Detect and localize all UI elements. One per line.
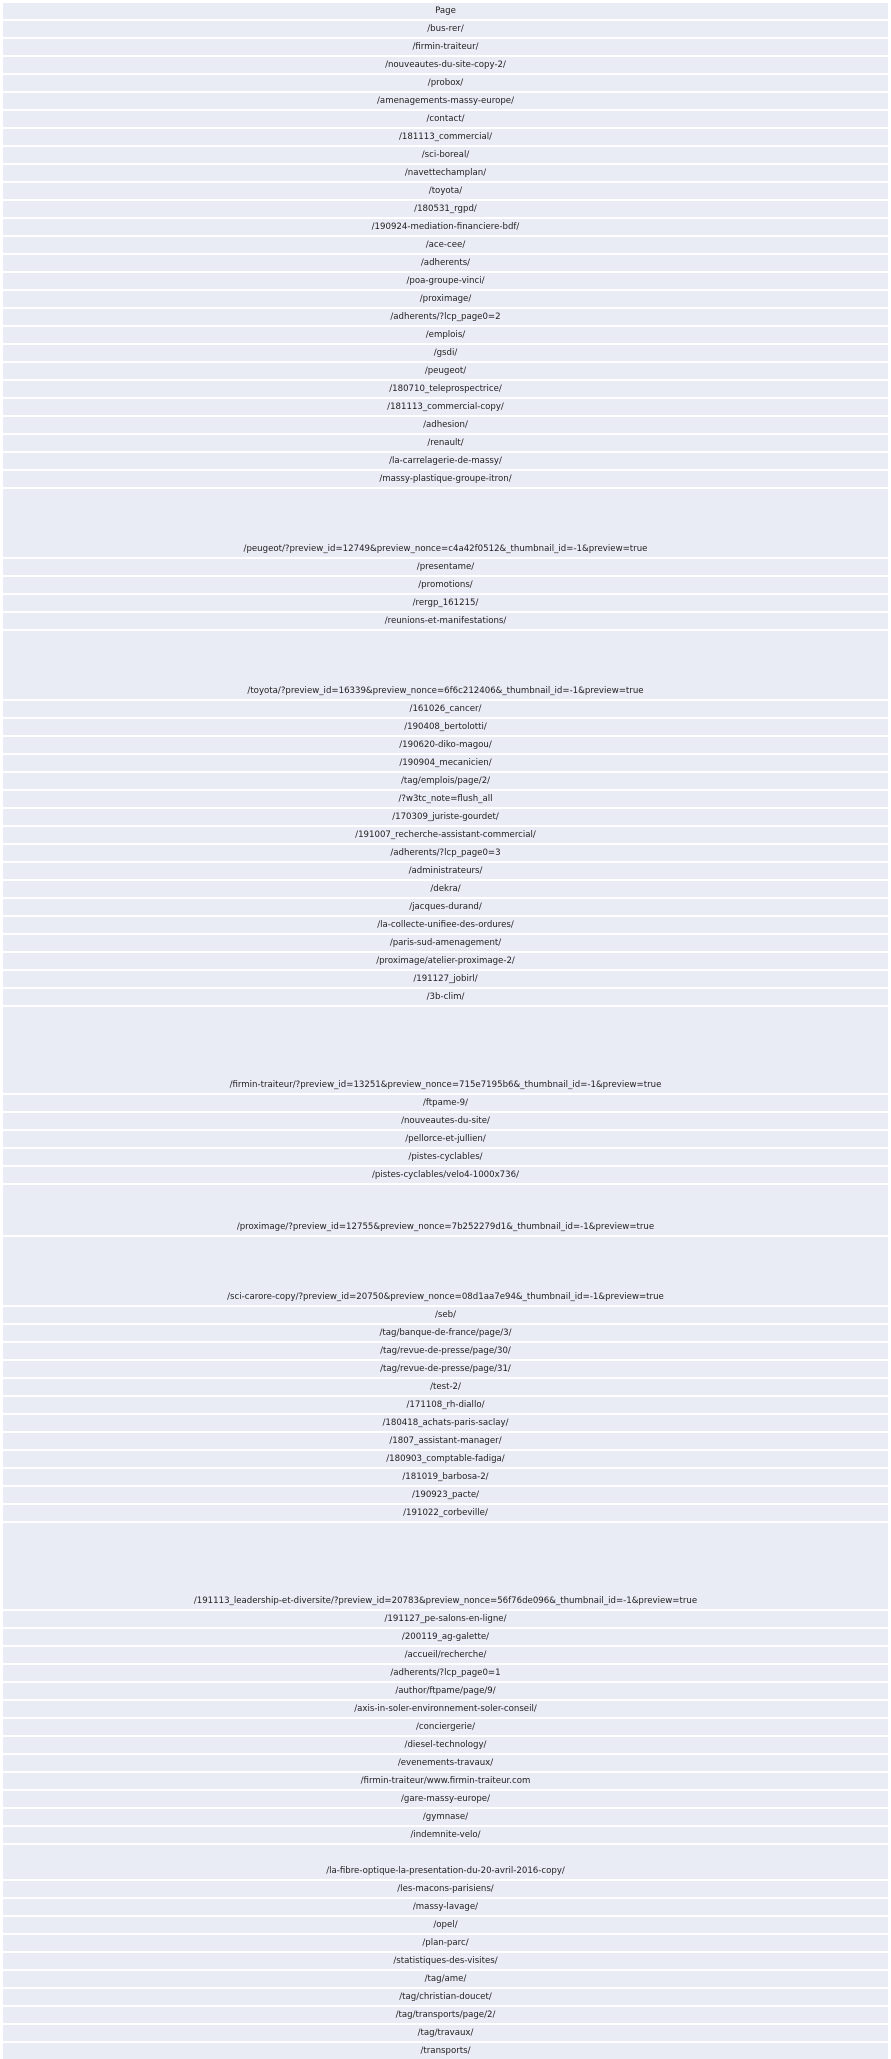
table-row: /161026_cancer/ [3,701,888,717]
table-row: /3b-clim/ [3,989,888,1005]
table-row: /tag/transports/page/2/ [3,2007,888,2023]
table-row: /ace-cee/ [3,237,888,253]
table-row: /adherents/?lcp_page0=2 [3,309,888,325]
table-row: /toyota/?preview_id=16339&preview_nonce=6f6c212406&_thumbnail_id=-1&preview=true [3,631,888,699]
table-row: /diesel-technology/ [3,1737,888,1753]
table-row: /toyota/ [3,183,888,199]
table-row: /indemnite-velo/ [3,1827,888,1843]
table-row: /190924-mediation-financiere-bdf/ [3,219,888,235]
table-row: /180903_comptable-fadiga/ [3,1451,888,1467]
table-row: /191127_jobirl/ [3,971,888,987]
table-row: /firmin-traiteur/ [3,39,888,55]
table-row: /190923_pacte/ [3,1487,888,1503]
table-row: /pistes-cyclables/ [3,1149,888,1165]
table-row: /gare-massy-europe/ [3,1791,888,1807]
table-row: /emplois/ [3,327,888,343]
table-row: /paris-sud-amenagement/ [3,935,888,951]
table-row: /nouveautes-du-site-copy-2/ [3,57,888,73]
table-row: /renault/ [3,435,888,451]
table-row: /180531_rgpd/ [3,201,888,217]
table-row: /la-fibre-optique-la-presentation-du-20-avril-2016-copy/ [3,1845,888,1879]
table-row: /?w3tc_note=flush_all [3,791,888,807]
table-row: /proximage/ [3,291,888,307]
table-row: /axis-in-soler-environnement-soler-conseil/ [3,1701,888,1717]
table-row: /200119_ag-galette/ [3,1629,888,1645]
table-row: /administrateurs/ [3,863,888,879]
table-row: /adherents/ [3,255,888,271]
table-row: /proximage/?preview_id=12755&preview_nonce=7b252279d1&_thumbnail_id=-1&preview=true [3,1185,888,1235]
table-row: /tag/christian-doucet/ [3,1989,888,2005]
table-row: /evenements-travaux/ [3,1755,888,1771]
table-row: /seb/ [3,1307,888,1323]
table-row: /171108_rh-diallo/ [3,1397,888,1413]
table-row: /adherents/?lcp_page0=1 [3,1665,888,1681]
table-row: /statistiques-des-visites/ [3,1953,888,1969]
table-row: /navettechamplan/ [3,165,888,181]
table-row: /191022_corbeville/ [3,1505,888,1521]
table-row: /tag/travaux/ [3,2025,888,2041]
table-row: /transports/ [3,2043,888,2059]
table-row: /adhesion/ [3,417,888,433]
table-row: /191127_pe-salons-en-ligne/ [3,1611,888,1627]
table-row: /dekra/ [3,881,888,897]
table-row: /sci-carore-copy/?preview_id=20750&preview_nonce=08d1aa7e94&_thumbnail_id=-1&preview=true [3,1237,888,1305]
table-row: /author/ftpame/page/9/ [3,1683,888,1699]
table-row: /promotions/ [3,577,888,593]
table-row: /proximage/atelier-proximage-2/ [3,953,888,969]
table-row: /170309_juriste-gourdet/ [3,809,888,825]
table-row: /gsdi/ [3,345,888,361]
table-row: /la-collecte-unifiee-des-ordures/ [3,917,888,933]
table-row: /bus-rer/ [3,21,888,37]
table-row: /poa-groupe-vinci/ [3,273,888,289]
table-row: /peugeot/?preview_id=12749&preview_nonce=c4a42f0512&_thumbnail_id=-1&preview=true [3,489,888,557]
table-row: /massy-plastique-groupe-itron/ [3,471,888,487]
table-row: /ftpame-9/ [3,1095,888,1111]
table-row: /181113_commercial/ [3,129,888,145]
table-row: /adherents/?lcp_page0=3 [3,845,888,861]
table-row: /pistes-cyclables/velo4-1000x736/ [3,1167,888,1183]
table-row: /1807_assistant-manager/ [3,1433,888,1449]
table-row: /tag/ame/ [3,1971,888,1987]
column-header-page: Page [3,3,888,19]
table-row: /191007_recherche-assistant-commercial/ [3,827,888,843]
table-row: /amenagements-massy-europe/ [3,93,888,109]
table-row: /plan-parc/ [3,1935,888,1951]
table-row: /nouveautes-du-site/ [3,1113,888,1129]
table-row: /test-2/ [3,1379,888,1395]
table-row: /181019_barbosa-2/ [3,1469,888,1485]
table-row: /contact/ [3,111,888,127]
table-row: /firmin-traiteur/?preview_id=13251&preview_nonce=715e7195b6&_thumbnail_id=-1&preview=true [3,1007,888,1093]
table-row: /opel/ [3,1917,888,1933]
table-row: /accueil/recherche/ [3,1647,888,1663]
table-row: /les-macons-parisiens/ [3,1881,888,1897]
table-row: /sci-boreal/ [3,147,888,163]
table-row: /tag/banque-de-france/page/3/ [3,1325,888,1341]
table-row: /tag/emplois/page/2/ [3,773,888,789]
table-row: /massy-lavage/ [3,1899,888,1915]
table-row: /jacques-durand/ [3,899,888,915]
table-row: /190620-diko-magou/ [3,737,888,753]
table-row: /180418_achats-paris-saclay/ [3,1415,888,1431]
table-row: /presentame/ [3,559,888,575]
table-row: /reunions-et-manifestations/ [3,613,888,629]
table-row: /180710_teleprospectrice/ [3,381,888,397]
table-row: /firmin-traiteur/www.firmin-traiteur.com [3,1773,888,1789]
table-row: /181113_commercial-copy/ [3,399,888,415]
table-row: /190904_mecanicien/ [3,755,888,771]
table-row: /rergp_161215/ [3,595,888,611]
table-row: /tag/revue-de-presse/page/31/ [3,1361,888,1377]
table-row: /gymnase/ [3,1809,888,1825]
table-row: /pellorce-et-jullien/ [3,1131,888,1147]
table-row: /probox/ [3,75,888,91]
table-row: /tag/revue-de-presse/page/30/ [3,1343,888,1359]
table-row: /conciergerie/ [3,1719,888,1735]
table-row: /peugeot/ [3,363,888,379]
table-row: /190408_bertolotti/ [3,719,888,735]
table-row: /la-carrelagerie-de-massy/ [3,453,888,469]
table-row: /191113_leadership-et-diversite/?preview_id=20783&preview_nonce=56f76de096&_thumbnail_id=-1&preview=true [3,1523,888,1609]
